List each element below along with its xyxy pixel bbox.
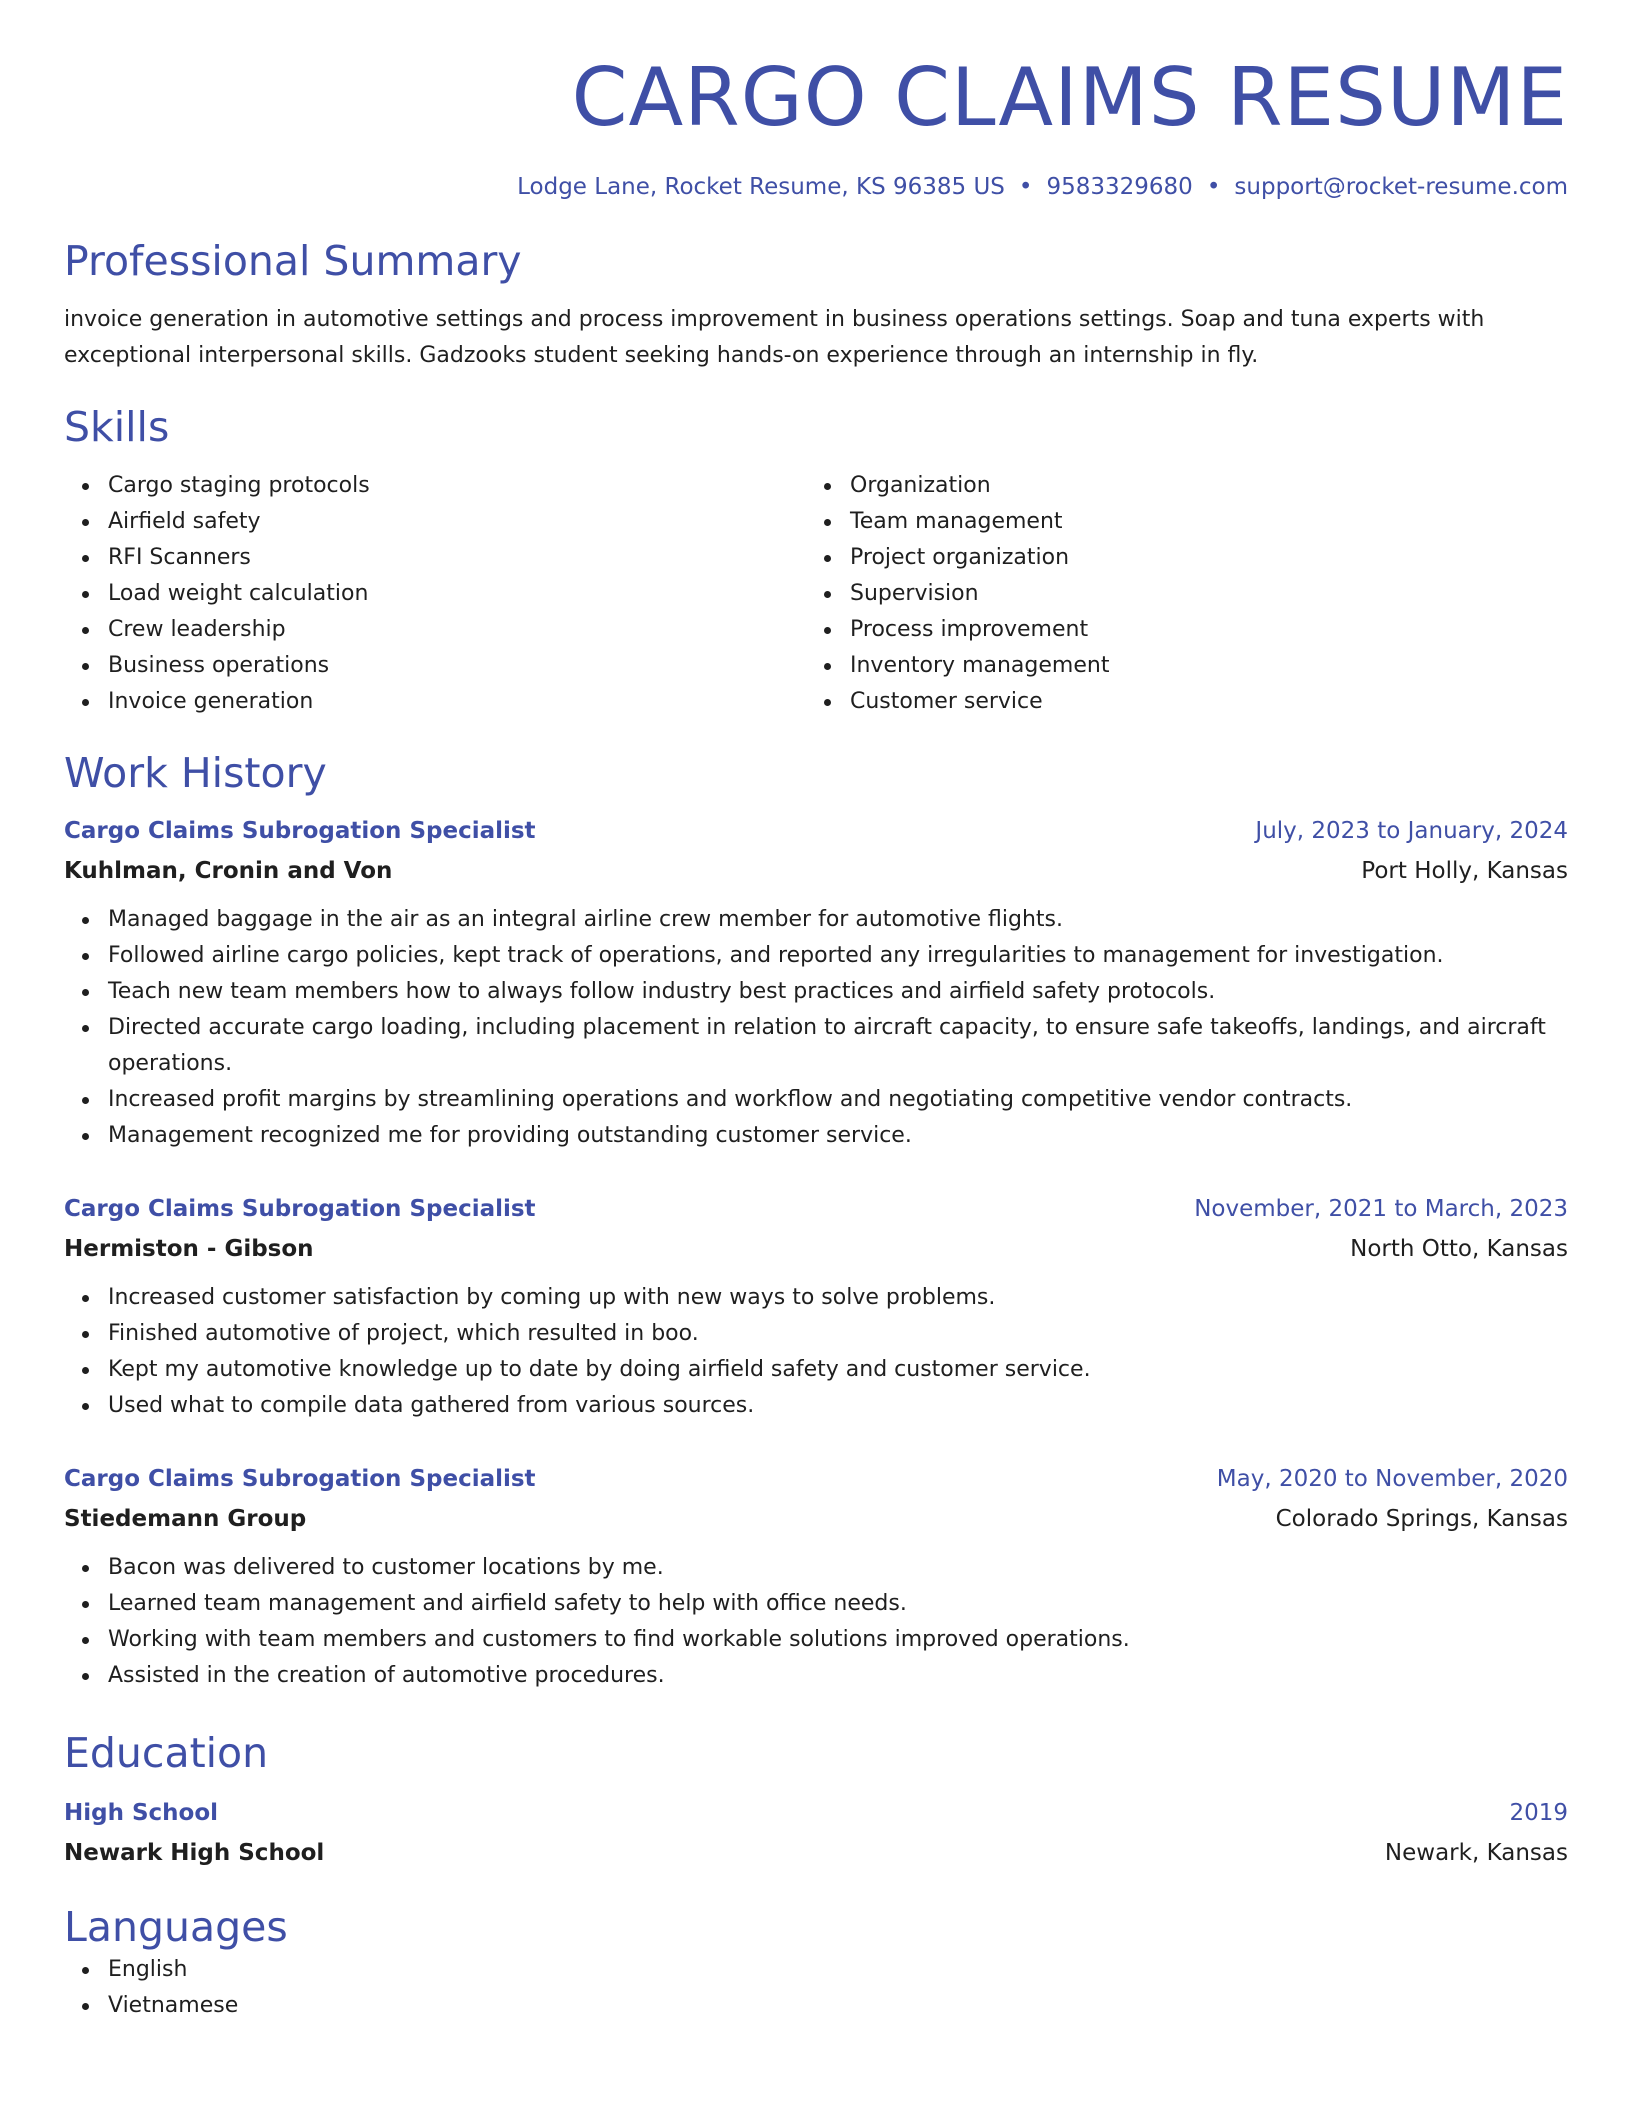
education-entry: [64, 1798, 1568, 1868]
contact-separator: •: [1206, 174, 1221, 200]
job-bullets: [64, 1550, 1568, 1694]
skills-list-right: [806, 468, 1548, 720]
contact-phone: 9583329680: [1046, 174, 1193, 200]
education-heading: Education: [64, 1729, 269, 1777]
job-bullet: Followed airline cargo policies, kept track of operations, and reported any irregularities to management for investigation.: [108, 938, 1568, 974]
job-title: Cargo Claims Subrogation Specialist: [64, 818, 536, 844]
skills-heading: Skills: [64, 403, 170, 451]
summary-heading: Professional Summary: [64, 237, 522, 285]
job-entry: [64, 1464, 1568, 1694]
skill-item: Organization: [850, 468, 1548, 504]
job-entry: [64, 1194, 1568, 1424]
skills-column-left: [64, 468, 806, 720]
job-bullet: Teach new team members how to always follow industry best practices and airfield safety protocols.: [108, 974, 1568, 1010]
contact-email: support@rocket-resume.com: [1234, 174, 1568, 200]
job-title: Cargo Claims Subrogation Specialist: [64, 1196, 536, 1222]
job-dates: May, 2020 to November, 2020: [1216, 1466, 1568, 1492]
job-title-row: [64, 1194, 1568, 1224]
skill-item: Business operations: [108, 648, 806, 684]
job-bullet: Used what to compile data gathered from various sources.: [108, 1388, 1568, 1424]
job-bullet: Management recognized me for providing outstanding customer service.: [108, 1118, 1568, 1154]
skill-item: Process improvement: [850, 612, 1548, 648]
contact-address: Lodge Lane, Rocket Resume, KS 96385 US: [517, 174, 1005, 200]
skills-grid: [64, 468, 1568, 720]
skills-column-right: [806, 468, 1548, 720]
languages-heading: Languages: [64, 1903, 288, 1951]
job-location: North Otto, Kansas: [1350, 1236, 1568, 1262]
languages-list: [64, 1952, 1568, 2024]
skill-item: Load weight calculation: [108, 576, 806, 612]
education-degree-row: [64, 1798, 1568, 1828]
job-entry: [64, 816, 1568, 1154]
job-bullet: Increased profit margins by streamlining operations and workflow and negotiating competitive vendor contracts.: [108, 1082, 1568, 1118]
contact-line: [64, 172, 1568, 202]
job-bullet: Assisted in the creation of automotive procedures.: [108, 1658, 1568, 1694]
job-bullet: Managed baggage in the air as an integral airline crew member for automotive flights.: [108, 902, 1568, 938]
resume-header: [64, 50, 1568, 202]
education-degree: High School: [64, 1800, 219, 1826]
job-title: Cargo Claims Subrogation Specialist: [64, 1466, 536, 1492]
job-employer-row: [64, 1234, 1568, 1264]
job-bullet: Finished automotive of project, which resulted in boo.: [108, 1316, 1568, 1352]
job-dates: July, 2023 to January, 2024: [1255, 818, 1568, 844]
job-dates: November, 2021 to March, 2023: [1194, 1196, 1568, 1222]
education-school-row: [64, 1838, 1568, 1868]
skill-item: Cargo staging protocols: [108, 468, 806, 504]
job-bullet: Kept my automotive knowledge up to date by doing airfield safety and customer service.: [108, 1352, 1568, 1388]
skill-item: Team management: [850, 504, 1548, 540]
skill-item: Inventory management: [850, 648, 1548, 684]
work-history-heading: Work History: [64, 749, 327, 797]
education-school: Newark High School: [64, 1840, 325, 1866]
skills-list-left: [64, 468, 806, 720]
job-employer: Hermiston - Gibson: [64, 1236, 314, 1262]
job-employer: Kuhlman, Cronin and Von: [64, 858, 393, 884]
education-location: Newark, Kansas: [1384, 1840, 1568, 1866]
skill-item: Airfield safety: [108, 504, 806, 540]
language-item: English: [108, 1952, 1568, 1988]
job-title-row: [64, 1464, 1568, 1494]
job-bullet: Bacon was delivered to customer locations by me.: [108, 1550, 1568, 1586]
job-location: Port Holly, Kansas: [1361, 858, 1568, 884]
skill-item: Crew leadership: [108, 612, 806, 648]
job-bullets: [64, 1280, 1568, 1424]
job-bullet: Working with team members and customers to find workable solutions improved operations.: [108, 1622, 1568, 1658]
job-location: Colorado Springs, Kansas: [1275, 1506, 1568, 1532]
job-bullet: Directed accurate cargo loading, including placement in relation to aircraft capacity, to ensure safe takeoffs, landings, and aircraft operations.: [108, 1010, 1568, 1082]
resume-name: CARGO CLAIMS RESUME: [571, 51, 1568, 144]
skill-item: RFI Scanners: [108, 540, 806, 576]
job-employer-row: [64, 1504, 1568, 1534]
job-employer: Stiedemann Group: [64, 1506, 307, 1532]
job-employer-row: [64, 856, 1568, 886]
skill-item: Invoice generation: [108, 684, 806, 720]
contact-separator: •: [1018, 174, 1033, 200]
summary-text: invoice generation in automotive settings and process improvement in business operations settings. Soap and tuna experts with exceptional interpersonal skills. Gadzooks student seeking hands-on experience through an internship in fly.: [64, 307, 1485, 368]
job-bullet: Increased customer satisfaction by coming up with new ways to solve problems.: [108, 1280, 1568, 1316]
education-year: 2019: [1509, 1800, 1568, 1826]
job-bullets: [64, 902, 1568, 1154]
job-title-row: [64, 816, 1568, 846]
job-bullet: Learned team management and airfield safety to help with office needs.: [108, 1586, 1568, 1622]
skill-item: Supervision: [850, 576, 1548, 612]
skill-item: Customer service: [850, 684, 1548, 720]
language-item: Vietnamese: [108, 1988, 1568, 2024]
skill-item: Project organization: [850, 540, 1548, 576]
